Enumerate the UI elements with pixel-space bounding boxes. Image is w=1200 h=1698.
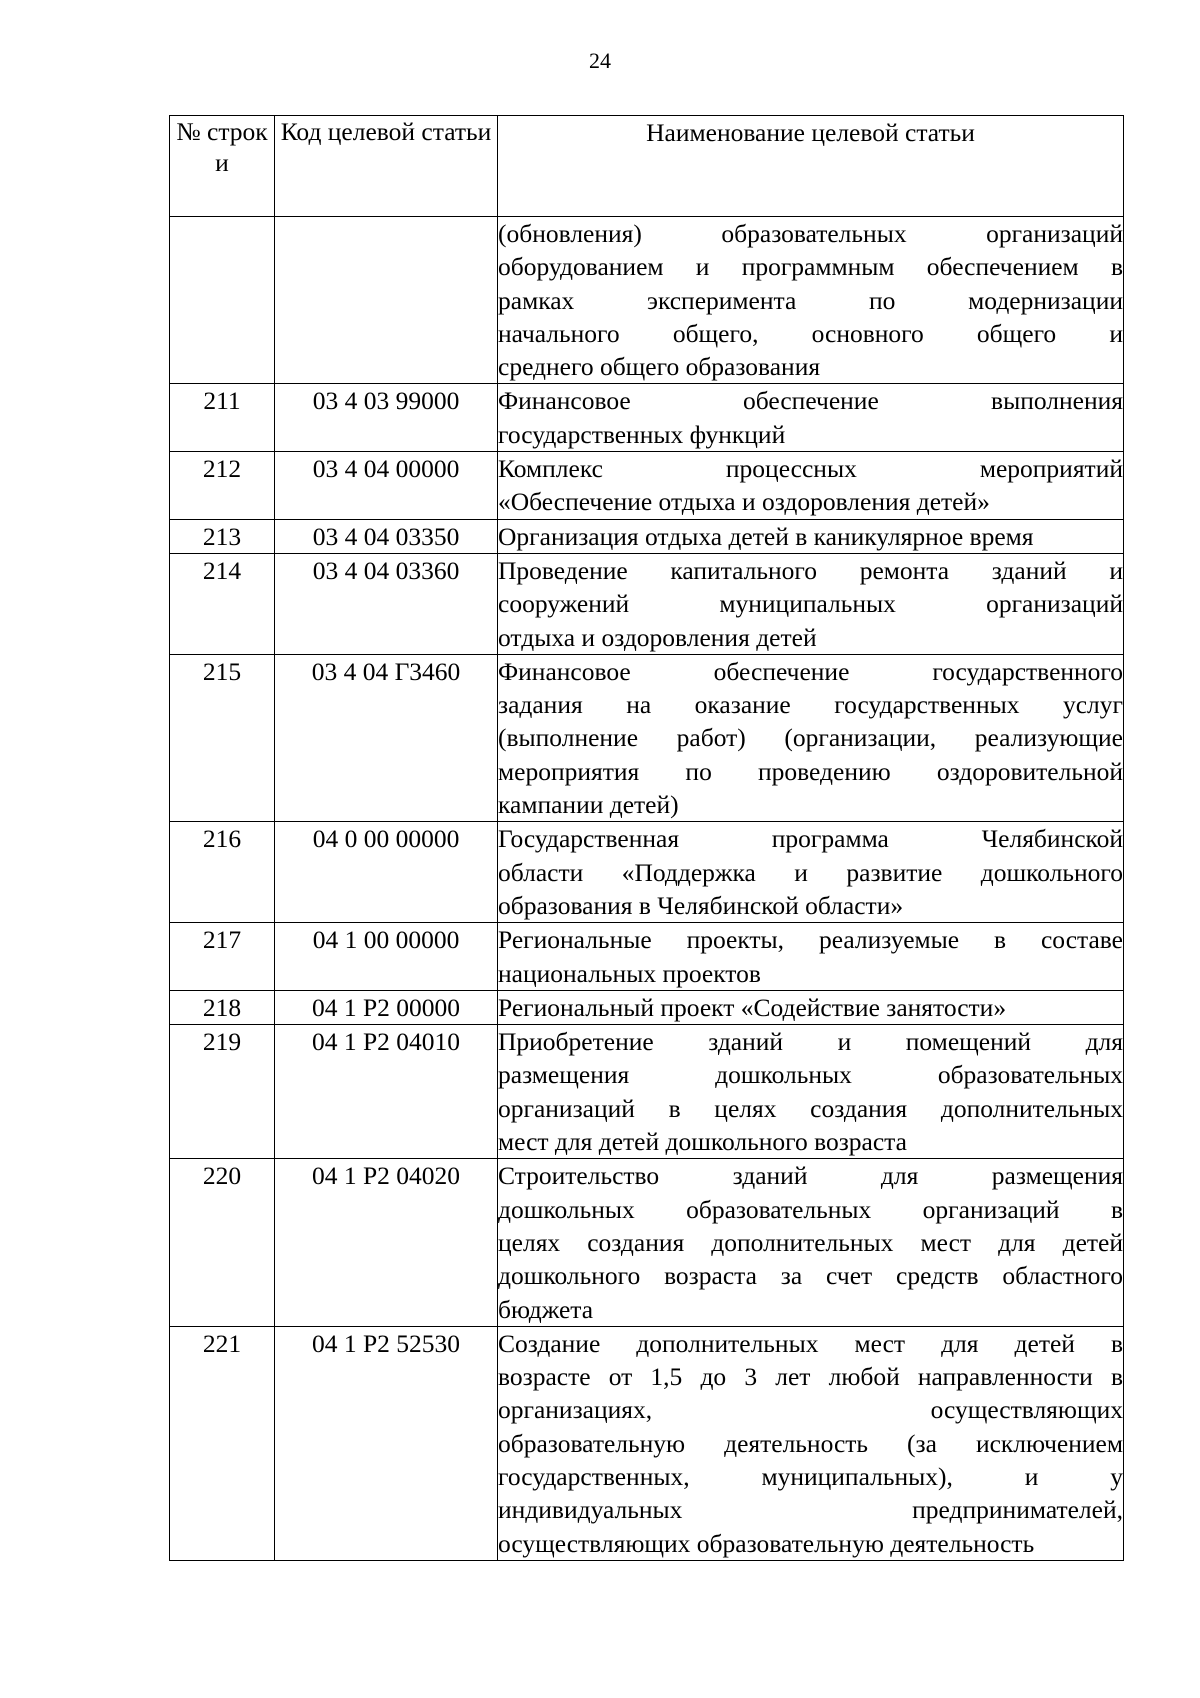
article-name-line: сооружений муниципальных организаций [498, 589, 1123, 619]
article-name-line: Региональный проект «Содействие занятости» [498, 992, 1007, 1022]
table-row [170, 923, 1124, 991]
article-name-line: образования в Челябинской области» [498, 890, 904, 920]
article-name-line: (выполнение работ) (организации, реализующие [498, 723, 1123, 753]
article-name-line: «Обеспечение отдыха и оздоровления детей» [498, 487, 990, 517]
article-code: 03 4 03 99000 [275, 384, 498, 452]
article-name-line: начального общего, основного общего и [498, 318, 1123, 348]
article-name-line: государственных функций [498, 419, 786, 449]
article-name-line: Создание дополнительных мест для детей в [498, 1328, 1123, 1358]
article-name-line: отдыха и оздоровления детей [498, 622, 817, 652]
article-name-line: дошкольного возраста за счет средств областного [498, 1261, 1123, 1291]
page-number: 24 [589, 48, 611, 73]
article-name-line: области «Поддержка и развитие дошкольного [498, 857, 1123, 887]
article-name-line: организаций в целях создания дополнительных [498, 1093, 1123, 1123]
article-code [275, 217, 498, 384]
article-name [498, 1326, 1124, 1560]
article-name-line: Организация отдыха детей в каникулярное время [498, 521, 1034, 551]
row-number: 221 [170, 1326, 275, 1560]
article-name-line: образовательную деятельность (за исключением [498, 1428, 1123, 1458]
article-code: 03 4 04 03350 [275, 519, 498, 553]
article-name-line: (обновления) образовательных организаций [498, 219, 1123, 248]
table-row [170, 553, 1124, 654]
header-row-number: № строк и [170, 116, 275, 217]
table-header-row [170, 116, 1124, 217]
article-name-line: рамках эксперимента по модернизации [498, 285, 1123, 315]
article-name [498, 654, 1124, 821]
table-body [170, 217, 1124, 1561]
article-name-line: кампании детей) [498, 790, 679, 820]
article-name-line: среднего общего образования [498, 352, 821, 382]
article-name [498, 519, 1124, 553]
table-row [170, 990, 1124, 1024]
article-name-line: бюджета [498, 1294, 594, 1324]
header-article-name: Наименование целевой статьи [498, 116, 1124, 217]
table-row [170, 519, 1124, 553]
article-name-line: возрасте от 1,5 до 3 лет любой направленности в [498, 1362, 1123, 1392]
article-name-line: национальных проектов [498, 958, 761, 988]
article-name [498, 1025, 1124, 1159]
article-code: 04 1 00 00000 [275, 923, 498, 991]
article-name-line: Проведение капитального ремонта зданий и [498, 555, 1123, 585]
article-name-line: мест для детей дошкольного возраста [498, 1127, 907, 1157]
table-row [170, 1025, 1124, 1159]
row-number: 218 [170, 990, 275, 1024]
table-row [170, 1326, 1124, 1560]
article-name-line: целях создания дополнительных мест для детей [498, 1227, 1123, 1257]
table-row [170, 654, 1124, 821]
article-name-line: осуществляющих образовательную деятельность [498, 1528, 1035, 1558]
article-name-line: индивидуальных предпринимателей, [498, 1495, 1123, 1525]
article-name [498, 923, 1124, 991]
table-row [170, 1159, 1124, 1326]
article-code: 03 4 04 Г3460 [275, 654, 498, 821]
article-name-line: Комплекс процессных мероприятий [498, 454, 1123, 484]
row-number: 216 [170, 822, 275, 923]
article-name-line: государственных, муниципальных), и у [498, 1461, 1123, 1491]
article-name [498, 553, 1124, 654]
article-code: 03 4 04 03360 [275, 553, 498, 654]
target-articles-table [169, 115, 1124, 1561]
article-name-line: Финансовое обеспечение государственного [498, 656, 1123, 686]
article-name-line: размещения дошкольных образовательных [498, 1060, 1123, 1090]
table-row [170, 822, 1124, 923]
row-number: 211 [170, 384, 275, 452]
table-row [170, 384, 1124, 452]
article-name-line: мероприятия по проведению оздоровительной [498, 756, 1123, 786]
article-code: 04 1 Р2 52530 [275, 1326, 498, 1560]
table-row [170, 452, 1124, 520]
article-code: 03 4 04 00000 [275, 452, 498, 520]
article-code: 04 1 Р2 04020 [275, 1159, 498, 1326]
row-number: 217 [170, 923, 275, 991]
article-name-line: оборудованием и программным обеспечением в [498, 252, 1123, 282]
row-number [170, 217, 275, 384]
row-number: 212 [170, 452, 275, 520]
article-code: 04 1 Р2 00000 [275, 990, 498, 1024]
article-name-line: задания на оказание государственных услуг [498, 690, 1123, 720]
article-name [498, 384, 1124, 452]
article-name-line: Региональные проекты, реализуемые в составе [498, 925, 1123, 955]
table-row [170, 217, 1124, 384]
article-name [498, 217, 1124, 384]
article-name-line: Государственная программа Челябинской [498, 824, 1123, 854]
article-name [498, 990, 1124, 1024]
article-code: 04 0 00 00000 [275, 822, 498, 923]
row-number: 215 [170, 654, 275, 821]
row-number: 214 [170, 553, 275, 654]
row-number: 213 [170, 519, 275, 553]
row-number: 219 [170, 1025, 275, 1159]
article-name-line: организациях, осуществляющих [498, 1395, 1123, 1425]
article-name [498, 1159, 1124, 1326]
article-code: 04 1 Р2 04010 [275, 1025, 498, 1159]
article-name-line: Приобретение зданий и помещений для [498, 1027, 1123, 1057]
header-article-code: Код целевой статьи [275, 116, 498, 217]
article-name [498, 452, 1124, 520]
row-number: 220 [170, 1159, 275, 1326]
article-name [498, 822, 1124, 923]
article-name-line: Финансовое обеспечение выполнения [498, 386, 1123, 416]
article-name-line: Строительство зданий для размещения [498, 1161, 1123, 1191]
article-name-line: дошкольных образовательных организаций в [498, 1194, 1123, 1224]
